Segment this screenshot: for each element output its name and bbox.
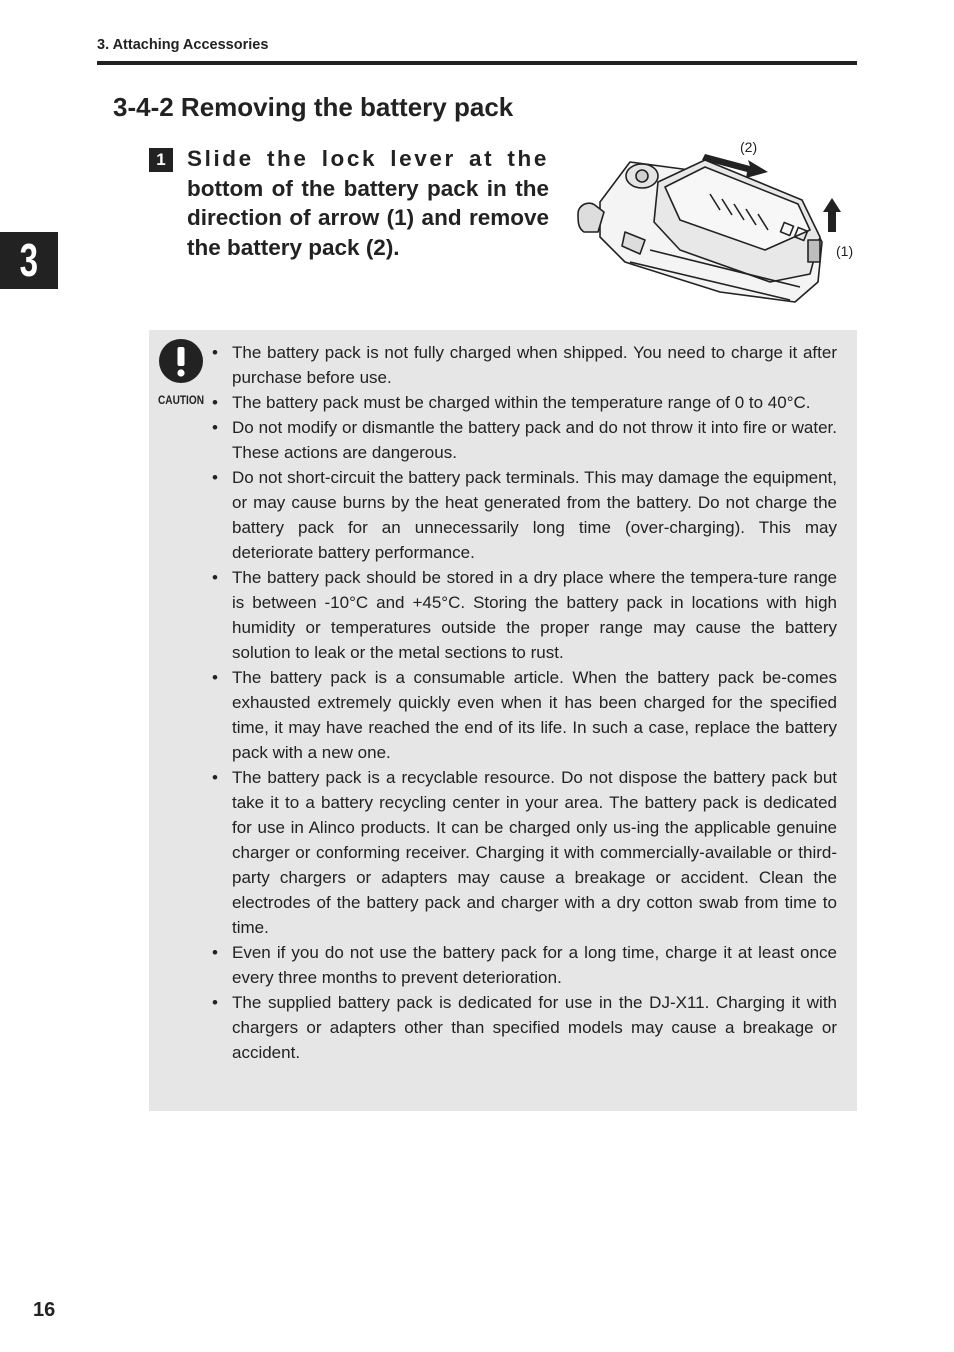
chapter-tab [0,232,58,289]
caution-item: • Do not modify or dismantle the battery pack and do not throw it into fire or water. These actions are dangerous. [209,415,837,465]
caution-item: • The supplied battery pack is dedicated for use in the DJ-X11. Charging it with chargers or adapters other than specified models may cause a breakage or accident. [209,990,837,1065]
step-instruction-rest: bottom of the battery pack in the direction of arrow (1) and remove the battery pack (2). [187,175,549,260]
caution-item: • Even if you do not use the battery pack for a long time, charge it at least once every three months to prevent deterioration. [209,940,837,990]
battery-removal-illustration [570,132,860,312]
knob-center [636,170,648,182]
header-rule [97,61,857,65]
step-instruction-line1: Slide the lock lever at the [187,146,549,171]
caution-item: • The battery pack must be charged within the temperature range of 0 to 40°C. [209,390,837,415]
caution-list [209,340,837,1065]
arrow-lever-icon [823,198,841,232]
exclamation-stroke [178,347,185,366]
running-header: 3. Attaching Accessories [97,37,269,53]
step-number-badge: 1 [149,148,173,172]
caution-item: • The battery pack is not fully charged when shipped. You need to charge it after purchase before use. [209,340,837,390]
chapter-tab-number: 3 [19,234,39,286]
exclamation-dot [177,369,184,376]
caution-item: • The battery pack is a consumable article. When the battery pack be-comes exhausted extremely quickly even when it has been charged for the specified time, it may have reached the end of its life. In such a case, replace the battery pack with a new one. [209,665,837,765]
caution-item: • Do not short-circuit the battery pack terminals. This may damage the equipment, or may cause burns by the heat generated from the battery. Do not charge the battery pack for an unnecessarily long time (over-charging). This may deteriorate battery performance. [209,465,837,565]
section-title: 3-4-2 Removing the battery pack [113,92,514,122]
lock-lever [808,240,820,262]
page-number: 16 [33,1299,56,1321]
caution-box [149,330,857,1111]
caution-icon [157,338,205,406]
figure-label-1: (1) [836,243,854,259]
caution-item: • The battery pack should be stored in a dry place where the tempera-ture range is between -10°C and +45°C. Storing the battery pack in locations with high humidity or temperatures outside the proper range may cause the battery solution to leak or the metal sections to rust. [209,565,837,665]
caution-item: • The battery pack is a recyclable resource. Do not dispose the battery pack but take it to a battery recycling center in your area. The battery pack is dedicated for use in Alinco products. It can be charged only us-ing the applicable genuine charger or conforming receiver. Charging it with commercially-available or third-party chargers or adapters may cause a breakage or accident. Clean the electrodes of the battery pack and charger with a dry cotton swab from time to time. [209,765,837,940]
caution-label: CAUTION [158,395,204,407]
figure-label-2: (2) [740,139,758,155]
step-instruction [187,144,549,262]
